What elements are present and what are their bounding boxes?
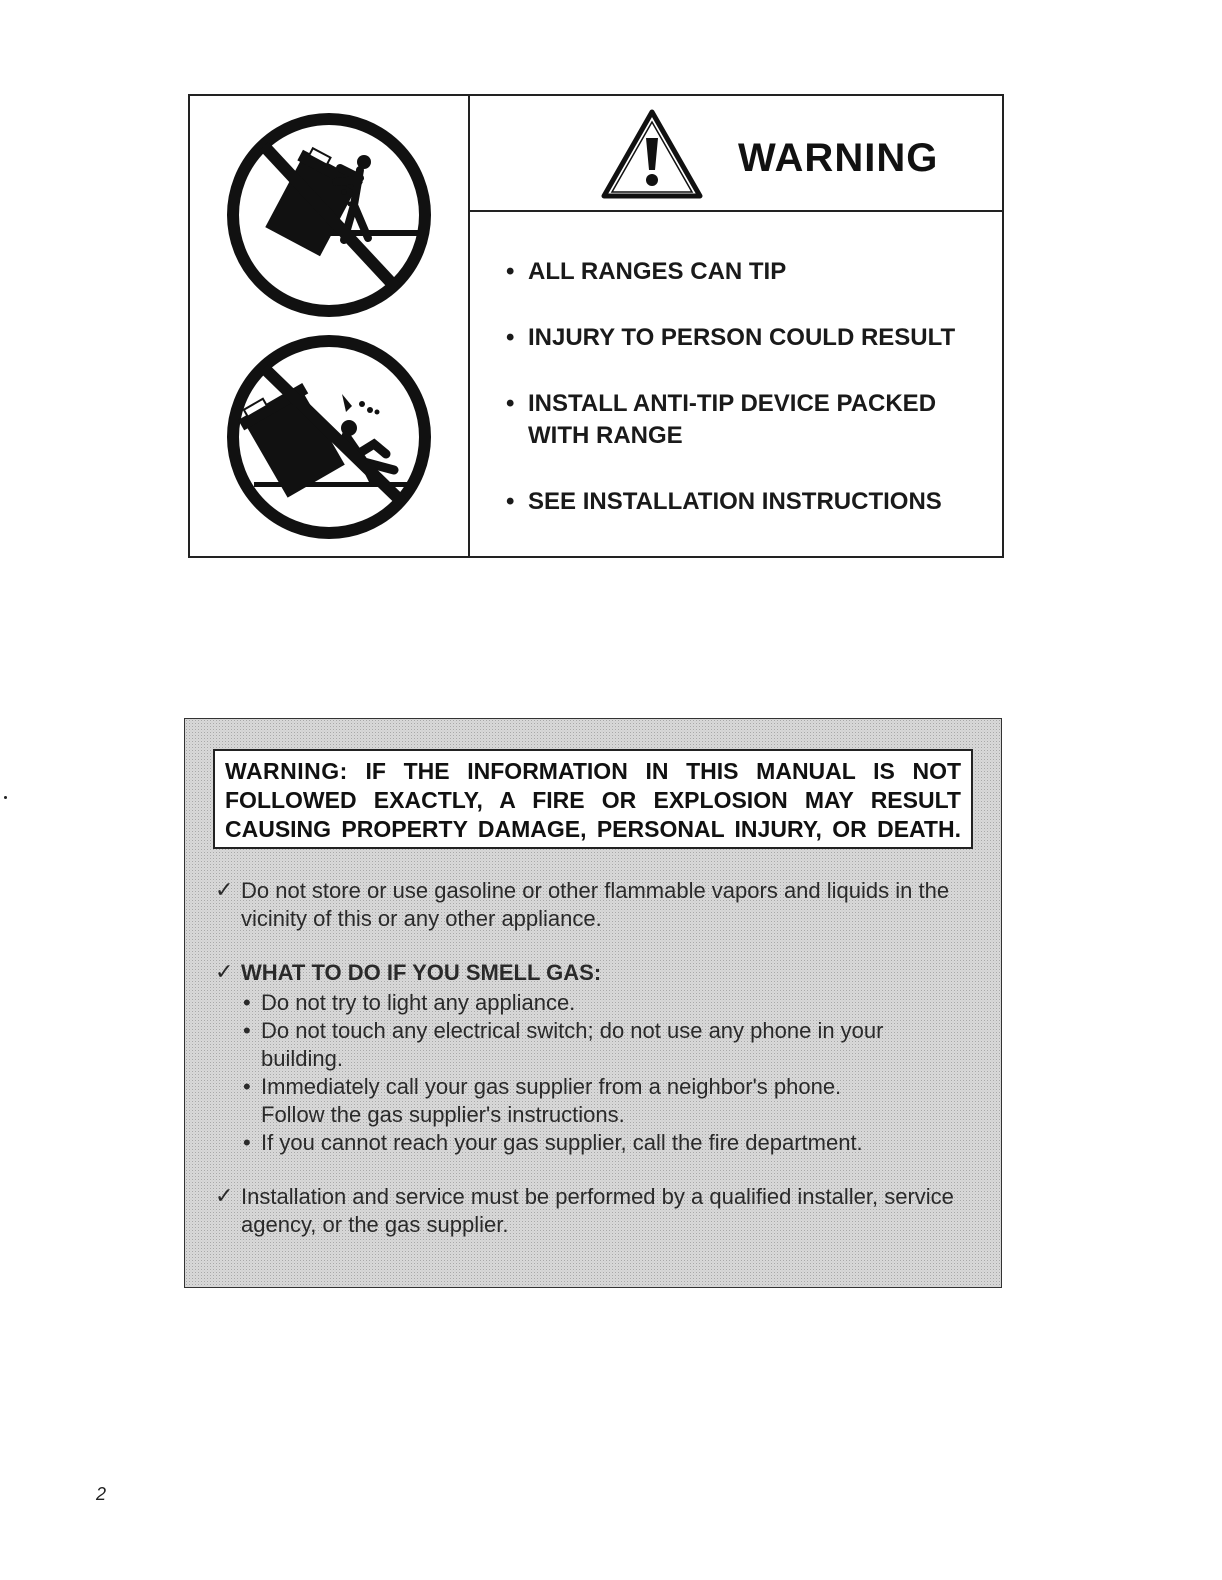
- check-mark-icon: ✓: [215, 878, 234, 903]
- anti-tip-warning-box: [188, 94, 1004, 558]
- gas-warning-line-2: FOLLOWED EXACTLY, A FIRE OR EXPLOSION MAY RESULT: [225, 787, 961, 813]
- tip-warning-item: • INJURY TO PERSON COULD RESULT: [506, 322, 986, 354]
- check-item-text: Do not store or use gasoline or other flammable vapors and liquids in the vicinity of this or any other appliance.: [241, 878, 950, 931]
- tip-warning-list: [506, 256, 986, 552]
- gas-safety-instructions: [215, 877, 961, 1265]
- check-item: [215, 959, 961, 1157]
- smell-gas-step: • Immediately call your gas supplier from a neighbor's phone. Follow the gas supplier's instructions.: [241, 1073, 961, 1129]
- gas-warning-text: IF THE INFORMATION IN THIS MANUAL IS NOT: [365, 758, 962, 784]
- check-mark-icon: ✓: [215, 1184, 234, 1209]
- scan-speck: [4, 796, 7, 799]
- smell-gas-step: • Do not touch any electrical switch; do not use any phone in your building.: [241, 1017, 961, 1073]
- check-item-text: Installation and service must be performed by a qualified installer, service agency, or the gas supplier.: [241, 1184, 954, 1237]
- tip-warning-item: • INSTALL ANTI-TIP DEVICE PACKED WITH RANGE: [506, 388, 988, 452]
- smell-gas-step: • If you cannot reach your gas supplier, call the fire department.: [241, 1129, 961, 1157]
- smell-gas-heading: WHAT TO DO IF YOU SMELL GAS:: [241, 960, 602, 985]
- check-item: [215, 877, 961, 933]
- warning-text-column: [470, 96, 1002, 556]
- gas-warning-line-3: CAUSING PROPERTY DAMAGE, PERSONAL INJURY, OR DEATH.: [225, 816, 961, 842]
- warning-header: [470, 96, 1002, 212]
- warning-triangle-icon: [600, 108, 704, 200]
- no-range-tipping-pictogram: [224, 110, 434, 320]
- no-range-tipping-fall-pictogram: [224, 332, 434, 542]
- warning-heading: WARNING: [738, 136, 939, 180]
- tip-warning-item: • SEE INSTALLATION INSTRUCTIONS: [506, 486, 986, 518]
- smell-gas-steps: [241, 989, 961, 1157]
- gas-warning-panel: [184, 718, 1002, 1288]
- gas-warning-statement: [213, 749, 973, 849]
- check-mark-icon: ✓: [215, 960, 234, 985]
- page-number: 2: [96, 1484, 107, 1504]
- smell-gas-step: • Do not try to light any appliance.: [241, 989, 961, 1017]
- gas-warning-line-1: [225, 757, 961, 786]
- pictogram-column: [190, 96, 470, 556]
- check-item: [215, 1183, 961, 1239]
- tip-warning-item: • ALL RANGES CAN TIP: [506, 256, 986, 288]
- gas-warning-label: WARNING:: [225, 758, 348, 784]
